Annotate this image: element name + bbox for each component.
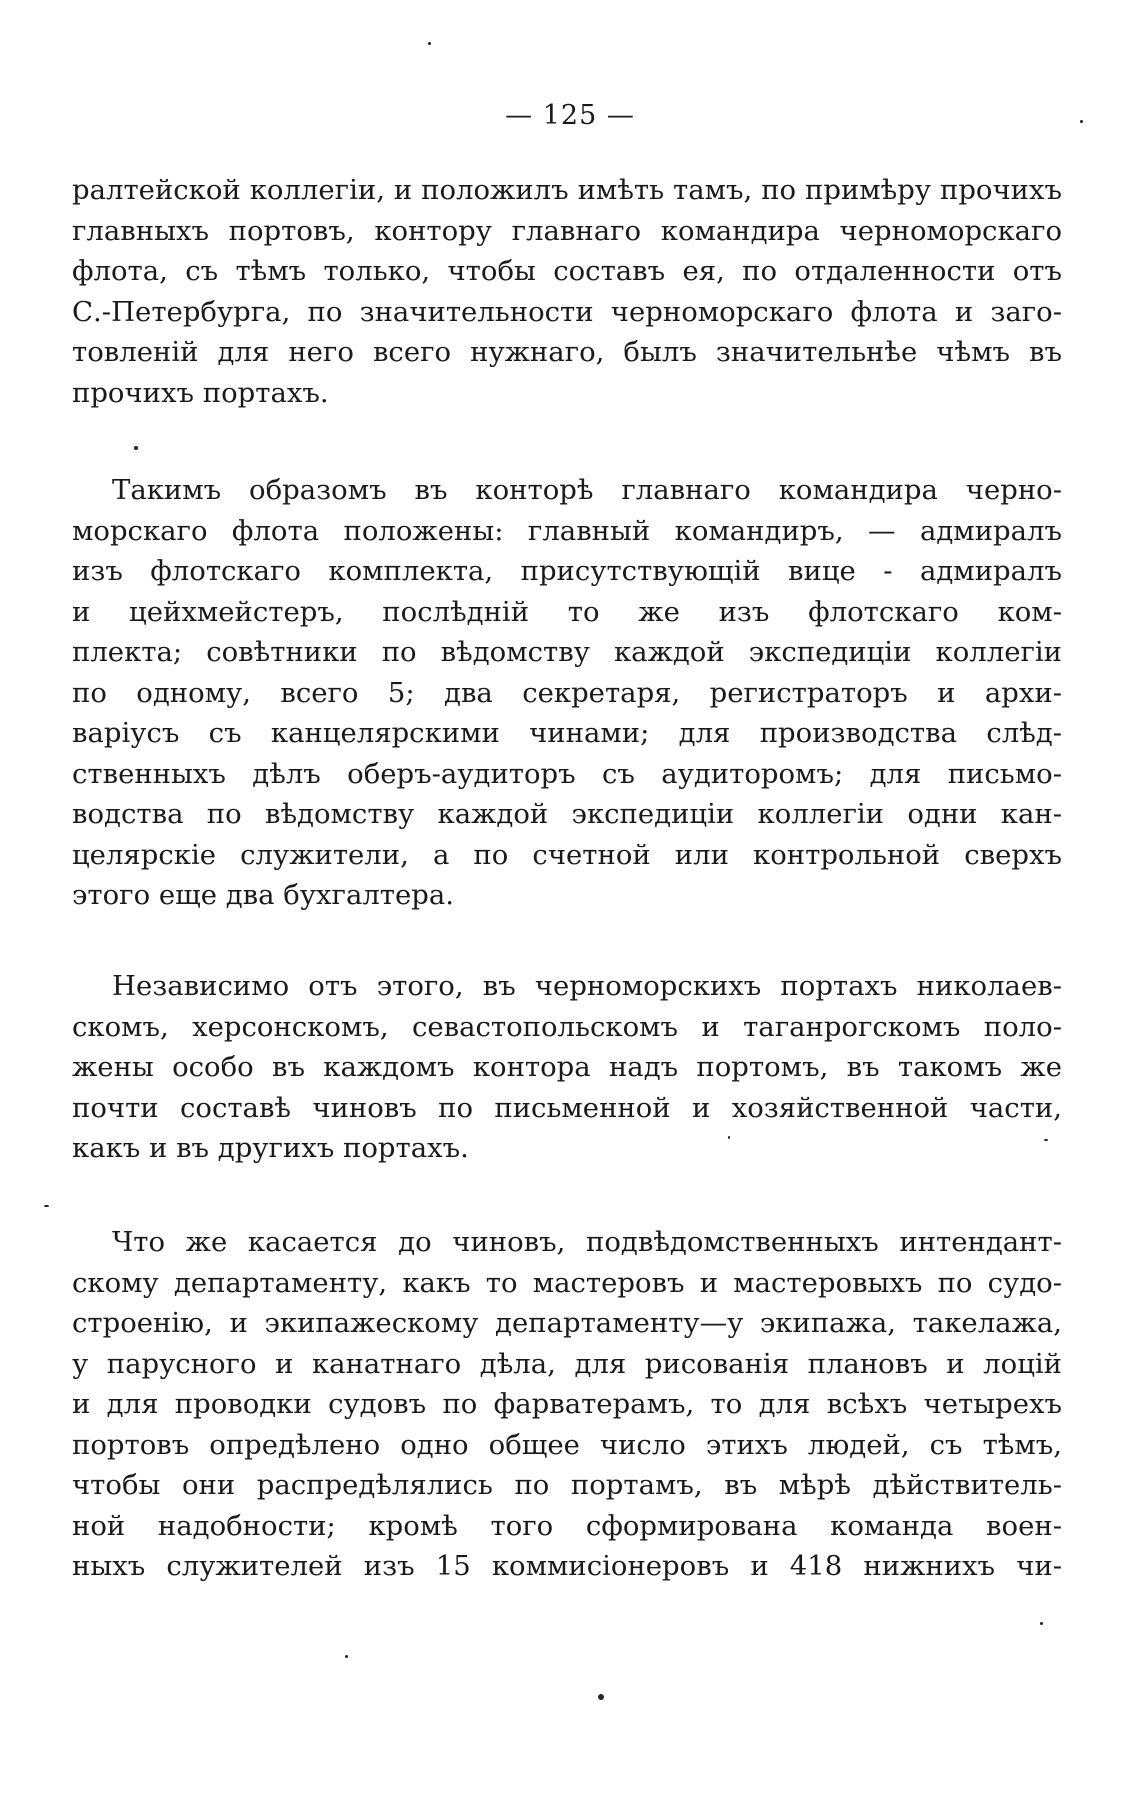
text-line: водства по вѣдомству каждой экспедиціи коллегіи одни кан- bbox=[72, 798, 1062, 830]
text-line: какъ и въ другихъ портахъ. bbox=[72, 1132, 469, 1164]
text-line: флота, съ тѣмъ только, чтобы составъ ея, по отдаленности отъ bbox=[72, 255, 1062, 287]
paragraph-4 bbox=[72, 1222, 1062, 1587]
page-number: — 125 — bbox=[505, 100, 635, 131]
text-line: Такимъ образомъ въ конторѣ главнаго командира черно- bbox=[112, 474, 1062, 506]
paragraph-1 bbox=[72, 170, 1062, 413]
scan-speck bbox=[134, 446, 138, 450]
text-line: плекта; совѣтники по вѣдомству каждой экспедиціи коллегіи bbox=[72, 636, 1062, 668]
text-line: морскаго флота положены: главный командиръ, — адмиралъ bbox=[72, 514, 1062, 547]
text-line: товленій для него всего нужнаго, былъ значительнѣе чѣмъ въ bbox=[72, 336, 1062, 368]
text-line: жены особо въ каждомъ контора надъ портомъ, въ такомъ же bbox=[72, 1051, 1062, 1083]
text-line: варіусъ съ канцелярскими чинами; для производства слѣд- bbox=[72, 717, 1062, 749]
paragraph-3 bbox=[72, 966, 1062, 1169]
text-line: ныхъ служителей изъ 15 коммисіонеровъ и 418 нижнихъ чи- bbox=[72, 1550, 1062, 1582]
text-line: чтобы они распредѣлялись по портамъ, въ мѣрѣ дѣйствитель- bbox=[72, 1469, 1062, 1501]
text-line: скомъ, херсонскомъ, севастопольскомъ и таганрогскомъ поло- bbox=[72, 1010, 1062, 1043]
scan-speck bbox=[1040, 1622, 1043, 1625]
scan-speck bbox=[1080, 120, 1083, 123]
text-line: Что же касается до чиновъ, подвѣдомственныхъ интендант- bbox=[112, 1226, 1062, 1258]
text-line: и для проводки судовъ по фарватерамъ, то для всѣхъ четырехъ bbox=[72, 1388, 1062, 1420]
scan-speck bbox=[728, 1136, 730, 1139]
scan-speck bbox=[1044, 1139, 1048, 1141]
text-line: портовъ опредѣлено одно общее число этихъ людей, съ тѣмъ, bbox=[72, 1428, 1062, 1461]
text-line: строенію, и экипажескому департаменту—у экипажа, такелажа, bbox=[72, 1307, 1062, 1339]
text-line: по одному, всего 5; два секретаря, регистраторъ и архи- bbox=[72, 676, 1062, 709]
scan-speck bbox=[44, 1205, 49, 1207]
text-line: С.-Петербурга, по значительности черноморскаго флота и заго- bbox=[72, 295, 1062, 328]
scan-speck bbox=[598, 1694, 604, 1700]
text-line: скому департаменту, какъ то мастеровъ и мастеровыхъ по судо- bbox=[72, 1266, 1062, 1299]
text-line: почти составѣ чиновъ по письменной и хозяйственной части, bbox=[72, 1091, 1062, 1124]
text-line: этого еще два бухгалтера. bbox=[72, 879, 455, 911]
text-line: прочихъ портахъ. bbox=[72, 376, 329, 409]
text-line: ралтейской коллегіи, и положилъ имѣть тамъ, по примѣру прочихъ bbox=[72, 174, 1062, 206]
paragraph-2 bbox=[72, 470, 1062, 916]
text-line: и цейхмейстеръ, послѣдній то же изъ флотскаго ком- bbox=[72, 595, 1062, 628]
text-line: Независимо отъ этого, въ черноморскихъ портахъ николаев- bbox=[112, 970, 1062, 1002]
text-line: изъ флотскаго комплекта, присутствующій вице - адмиралъ bbox=[72, 555, 1062, 587]
text-line: ной надобности; кромѣ того сформирована команда воен- bbox=[72, 1509, 1062, 1542]
scan-speck bbox=[345, 1655, 348, 1658]
text-line: целярскіе служители, а по счетной или контрольной сверхъ bbox=[72, 838, 1062, 871]
scan-speck bbox=[428, 42, 431, 45]
text-line: ственныхъ дѣлъ оберъ-аудиторъ съ аудиторомъ; для письмо- bbox=[72, 757, 1062, 790]
text-line: главныхъ портовъ, контору главнаго командира черноморскаго bbox=[72, 214, 1062, 247]
text-line: у парусного и канатнаго дѣла, для рисованія плановъ и лоцій bbox=[72, 1347, 1062, 1380]
